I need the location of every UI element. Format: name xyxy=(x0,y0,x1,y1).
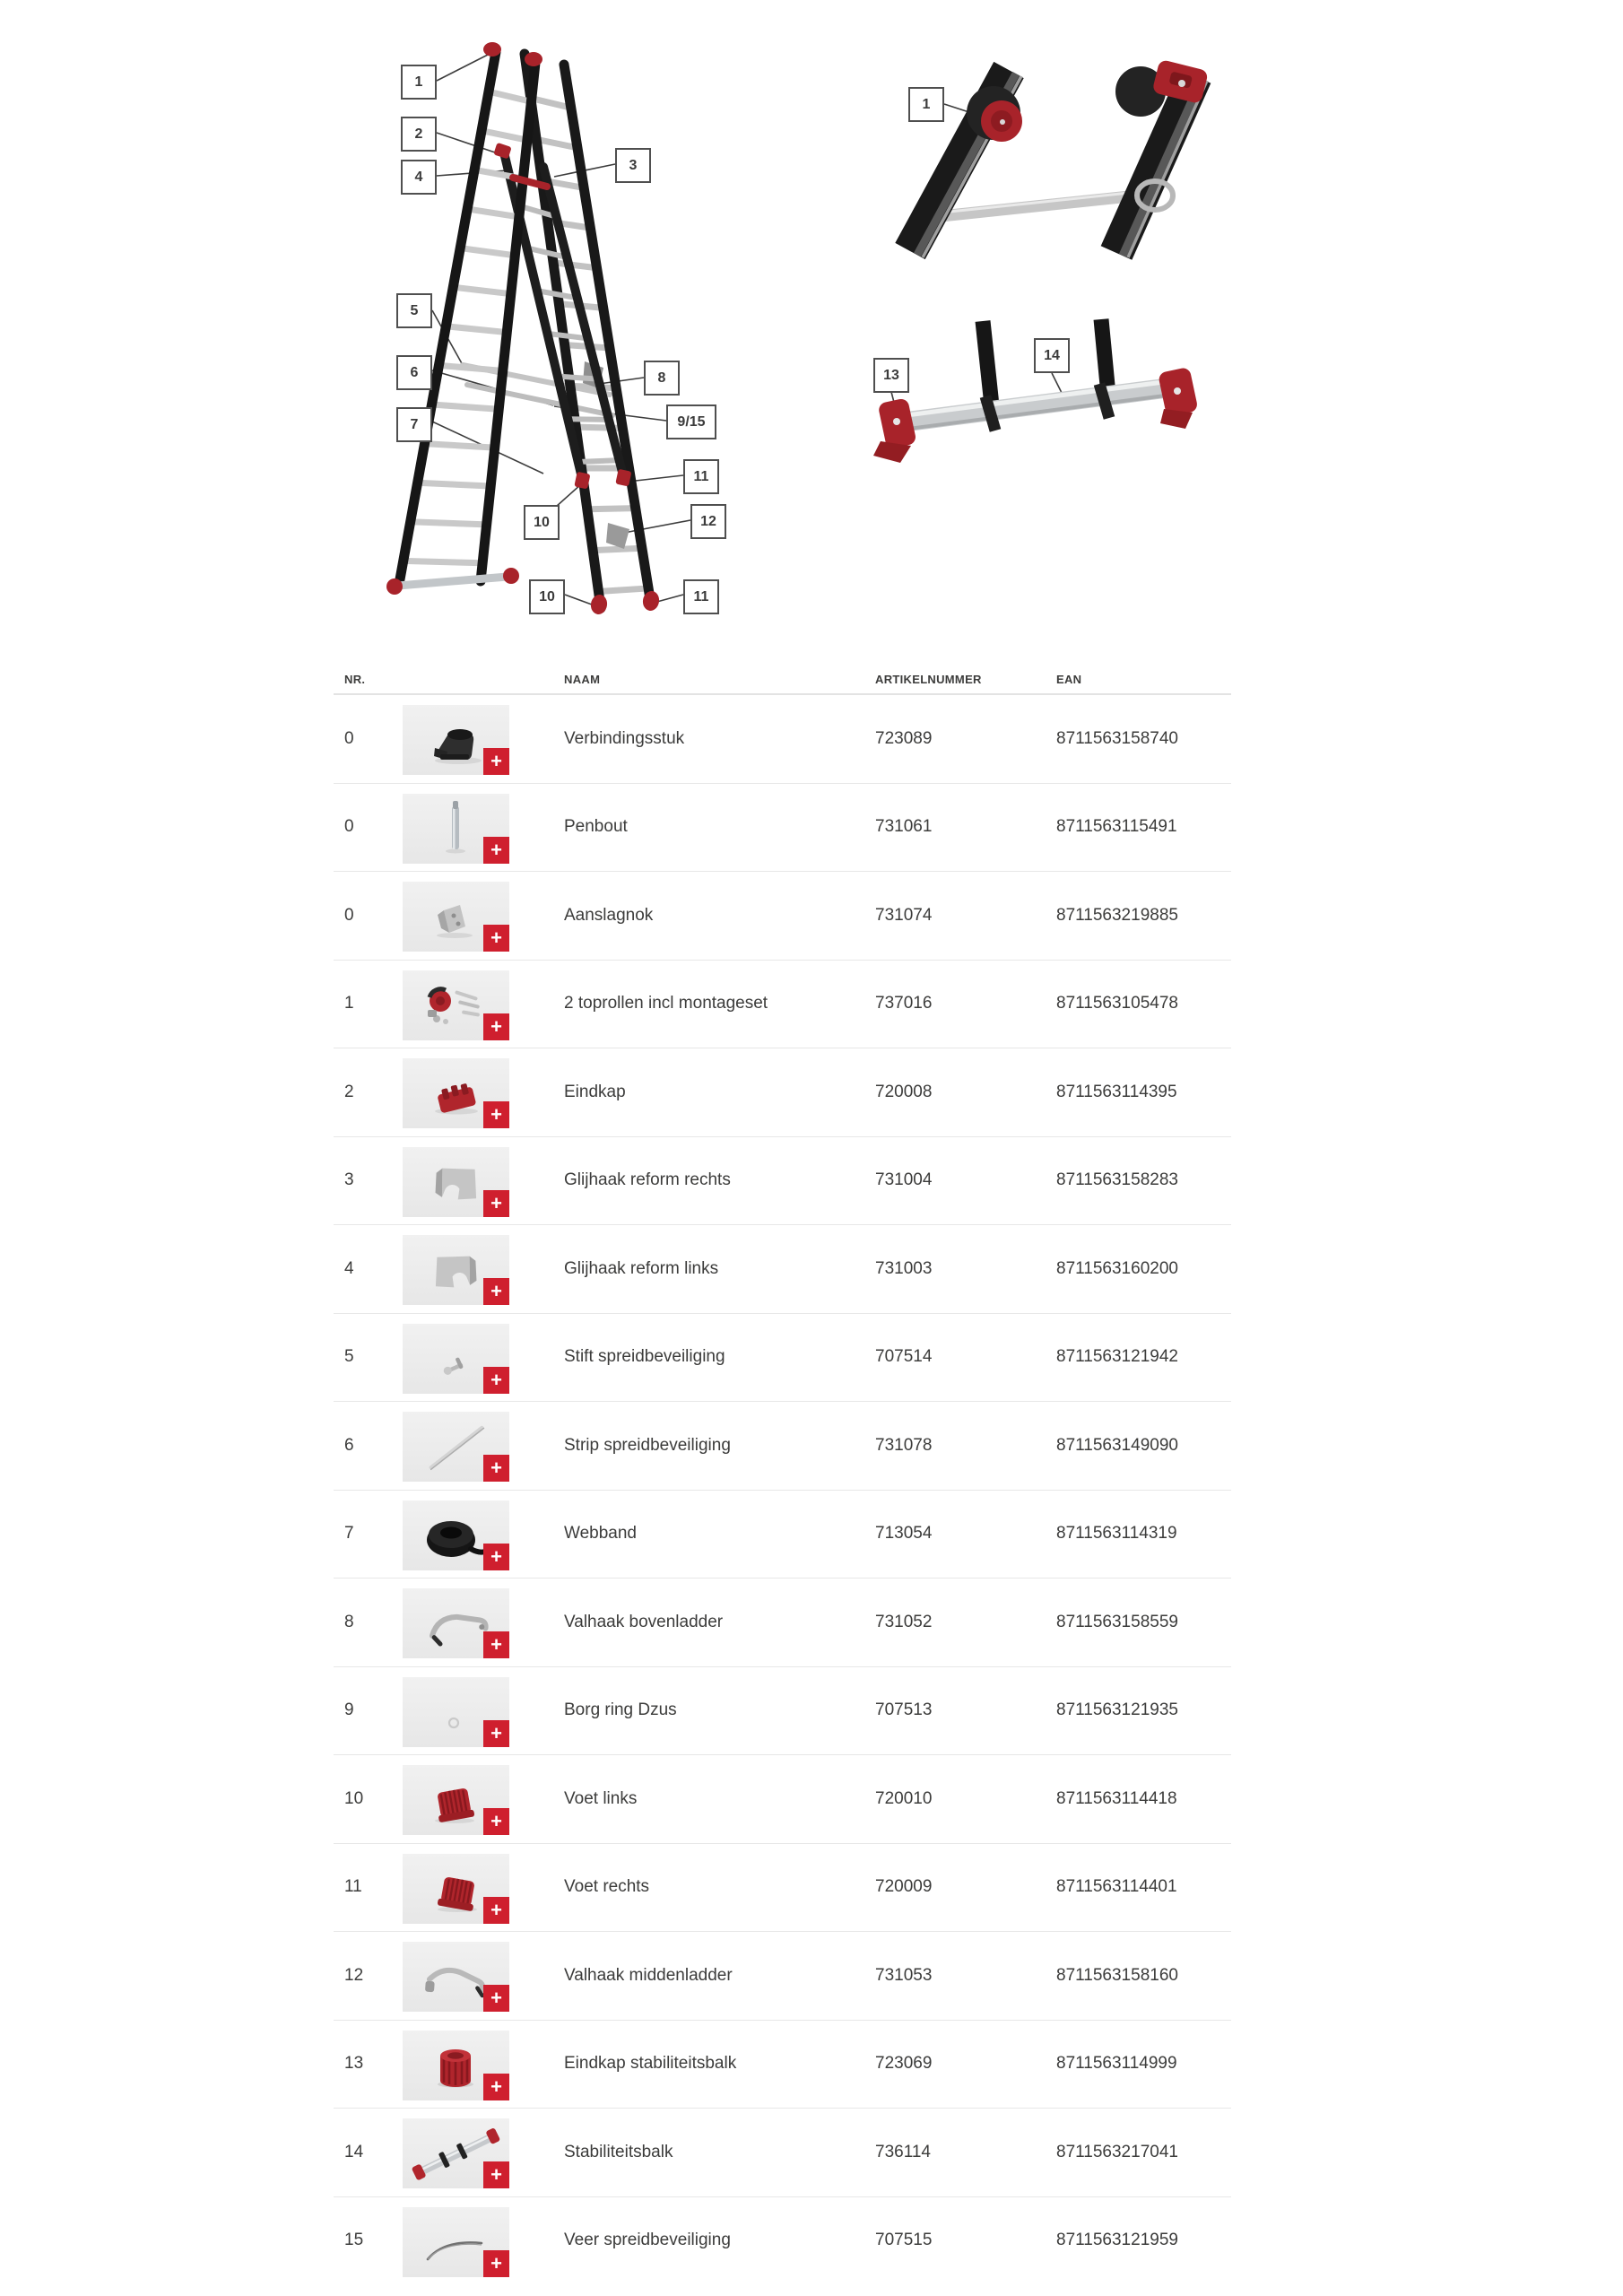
part-thumbnail xyxy=(403,1588,509,1658)
table-row xyxy=(334,1844,1231,1933)
part-name: Borg ring Dzus xyxy=(564,1700,677,1720)
part-ean: 8711563158160 xyxy=(1056,1965,1178,1985)
crossbar-cap-left xyxy=(386,578,403,595)
part-artikelnummer: 731078 xyxy=(875,1435,933,1455)
callout-8: 8 xyxy=(644,361,680,396)
part-nr: 15 xyxy=(344,2231,364,2250)
add-part-button[interactable]: + xyxy=(483,1544,509,1570)
part-thumbnail xyxy=(403,1058,509,1128)
part-thumbnail xyxy=(403,794,509,864)
part-nr: 9 xyxy=(344,1700,354,1720)
part-name: Valhaak middenladder xyxy=(564,1965,733,1985)
part-thumbnail xyxy=(403,2118,509,2188)
part-ean: 8711563158559 xyxy=(1056,1612,1178,1631)
add-part-button[interactable]: + xyxy=(483,925,509,952)
table-row xyxy=(334,1314,1231,1403)
part-ean: 8711563114999 xyxy=(1056,2054,1177,2074)
part-artikelnummer: 731004 xyxy=(875,1170,933,1190)
part-ean: 8711563115491 xyxy=(1056,817,1177,837)
part-nr: 1 xyxy=(344,994,354,1013)
part-ean: 8711563114401 xyxy=(1056,1877,1177,1897)
diagram-artwork xyxy=(0,0,1623,668)
callout-5: 5 xyxy=(396,293,432,328)
crossbar-cap-right xyxy=(503,568,519,584)
part-name: Eindkap stabiliteitsbalk xyxy=(564,2054,737,2074)
table-row xyxy=(334,1225,1231,1314)
part-thumbnail xyxy=(403,1677,509,1747)
part-nr: 13 xyxy=(344,2054,364,2074)
table-row xyxy=(334,872,1231,961)
part-ean: 8711563158283 xyxy=(1056,1170,1178,1190)
part-ean: 8711563121942 xyxy=(1056,1347,1178,1367)
add-part-button[interactable]: + xyxy=(483,2161,509,2188)
part-name: Penbout xyxy=(564,817,628,837)
column-header-naam: NAAM xyxy=(564,673,601,686)
table-row xyxy=(334,1048,1231,1137)
part-nr: 0 xyxy=(344,817,354,837)
part-thumbnail xyxy=(403,2031,509,2100)
part-ean: 8711563121935 xyxy=(1056,1700,1178,1720)
add-part-button[interactable]: + xyxy=(483,1101,509,1128)
part-ean: 8711563217041 xyxy=(1056,2142,1178,2161)
add-part-button[interactable]: + xyxy=(483,1013,509,1040)
part-name: 2 toprollen incl montageset xyxy=(564,994,768,1013)
add-part-button[interactable]: + xyxy=(483,1278,509,1305)
part-name: Glijhaak reform links xyxy=(564,1258,719,1278)
add-part-button[interactable]: + xyxy=(483,2250,509,2277)
part-thumbnail xyxy=(403,970,509,1040)
parts-table-body xyxy=(334,695,1231,2284)
callout-12: 12 xyxy=(690,504,726,539)
part-artikelnummer: 731061 xyxy=(875,817,933,837)
table-row xyxy=(334,2197,1231,2285)
part-artikelnummer: 720009 xyxy=(875,1877,933,1897)
part-nr: 7 xyxy=(344,1524,354,1544)
add-part-button[interactable]: + xyxy=(483,1720,509,1747)
part-thumbnail xyxy=(403,1235,509,1305)
part-ean: 8711563114319 xyxy=(1056,1524,1177,1544)
table-row xyxy=(334,1402,1231,1491)
add-part-button[interactable]: + xyxy=(483,837,509,864)
part-artikelnummer: 731003 xyxy=(875,1258,933,1278)
column-header-artikelnummer: ARTIKELNUMMER xyxy=(875,673,982,686)
part-artikelnummer: 723069 xyxy=(875,2054,933,2074)
voet-links-bottom xyxy=(589,594,609,616)
part-artikelnummer: 720010 xyxy=(875,1788,933,1808)
table-row xyxy=(334,2021,1231,2109)
bottom-crossbar xyxy=(398,577,508,586)
table-row xyxy=(334,784,1231,873)
part-ean: 8711563114418 xyxy=(1056,1788,1177,1808)
part-thumbnail xyxy=(403,705,509,775)
part-name: Webband xyxy=(564,1524,637,1544)
part-artikelnummer: 707513 xyxy=(875,1700,933,1720)
part-name: Aanslagnok xyxy=(564,905,654,925)
part-name: Eindkap xyxy=(564,1082,626,1101)
table-row xyxy=(334,1137,1231,1226)
part-name: Voet links xyxy=(564,1788,638,1808)
callout-10-bottom: 10 xyxy=(529,579,565,614)
part-artikelnummer: 720008 xyxy=(875,1082,933,1101)
parts-table-header xyxy=(334,671,1231,695)
part-artikelnummer: 707514 xyxy=(875,1347,933,1367)
part-nr: 4 xyxy=(344,1258,354,1278)
add-part-button[interactable]: + xyxy=(483,1455,509,1482)
part-nr: 3 xyxy=(344,1170,354,1190)
part-nr: 11 xyxy=(344,1877,362,1897)
part-nr: 5 xyxy=(344,1347,354,1367)
part-thumbnail xyxy=(403,1942,509,2012)
valhaak-middenladder-part xyxy=(606,523,629,549)
table-row xyxy=(334,695,1231,784)
callout-3: 3 xyxy=(615,148,651,183)
add-part-button[interactable]: + xyxy=(483,1190,509,1217)
toproller-apex-right xyxy=(525,52,542,66)
add-part-button[interactable]: + xyxy=(483,1631,509,1658)
callout-1: 1 xyxy=(401,65,437,100)
parts-table xyxy=(334,671,1231,2284)
add-part-button[interactable]: + xyxy=(483,748,509,775)
add-part-button[interactable]: + xyxy=(483,2074,509,2100)
table-row xyxy=(334,1932,1231,2021)
callout-9-15: 9/15 xyxy=(666,404,716,439)
part-name: Valhaak bovenladder xyxy=(564,1612,724,1631)
callout-2: 2 xyxy=(401,117,437,152)
part-ean: 8711563114395 xyxy=(1056,1082,1177,1101)
part-thumbnail xyxy=(403,1412,509,1482)
table-row xyxy=(334,1667,1231,1756)
part-ean: 8711563121959 xyxy=(1056,2231,1178,2250)
part-thumbnail xyxy=(403,1765,509,1835)
part-name: Stift spreidbeveiliging xyxy=(564,1347,725,1367)
callout-14: 14 xyxy=(1034,338,1070,373)
stabilizer-tube xyxy=(907,387,1178,422)
toprollen-detail-illustration xyxy=(910,59,1209,257)
part-nr: 6 xyxy=(344,1435,354,1455)
add-part-button[interactable]: + xyxy=(483,1897,509,1924)
column-header-nr: NR. xyxy=(344,673,366,686)
part-ean: 8711563219885 xyxy=(1056,905,1178,925)
toproller-apex-left xyxy=(483,42,501,57)
part-name: Strip spreidbeveiliging xyxy=(564,1435,731,1455)
part-artikelnummer: 713054 xyxy=(875,1524,933,1544)
part-artikelnummer: 737016 xyxy=(875,994,933,1013)
part-thumbnail xyxy=(403,1854,509,1924)
part-nr: 2 xyxy=(344,1082,354,1101)
part-artikelnummer: 731052 xyxy=(875,1612,933,1631)
part-ean: 8711563105478 xyxy=(1056,994,1178,1013)
part-nr: 0 xyxy=(344,905,354,925)
part-name: Glijhaak reform rechts xyxy=(564,1170,731,1190)
part-nr: 12 xyxy=(344,1965,364,1985)
part-artikelnummer: 723089 xyxy=(875,728,933,748)
callout-11-bottom: 11 xyxy=(683,579,719,614)
callout-1-detail: 1 xyxy=(908,87,944,122)
part-ean: 8711563158740 xyxy=(1056,728,1178,748)
add-part-button[interactable]: + xyxy=(483,1367,509,1394)
table-row xyxy=(334,2109,1231,2197)
part-nr: 0 xyxy=(344,728,354,748)
part-artikelnummer: 731053 xyxy=(875,1965,933,1985)
table-row xyxy=(334,1578,1231,1667)
add-part-button[interactable]: + xyxy=(483,1985,509,2012)
callout-6: 6 xyxy=(396,355,432,390)
part-thumbnail xyxy=(403,882,509,952)
part-artikelnummer: 731074 xyxy=(875,905,933,925)
part-artikelnummer: 736114 xyxy=(875,2142,931,2161)
parts-diagram xyxy=(0,0,1623,668)
add-part-button[interactable]: + xyxy=(483,1808,509,1835)
table-row xyxy=(334,1491,1231,1579)
part-ean: 8711563149090 xyxy=(1056,1435,1178,1455)
part-nr: 8 xyxy=(344,1612,354,1631)
callout-4: 4 xyxy=(401,160,437,195)
callout-7: 7 xyxy=(396,407,432,442)
part-name: Veer spreidbeveiliging xyxy=(564,2231,731,2250)
callout-13: 13 xyxy=(873,358,909,393)
part-nr: 10 xyxy=(344,1788,364,1808)
part-ean: 8711563160200 xyxy=(1056,1258,1178,1278)
table-row xyxy=(334,961,1231,1049)
callout-10-mid: 10 xyxy=(524,505,560,540)
part-thumbnail xyxy=(403,1324,509,1394)
part-name: Stabiliteitsbalk xyxy=(564,2142,673,2161)
table-row xyxy=(334,1755,1231,1844)
part-thumbnail xyxy=(403,1500,509,1570)
part-thumbnail xyxy=(403,1147,509,1217)
part-nr: 14 xyxy=(344,2142,364,2161)
part-name: Verbindingsstuk xyxy=(564,728,685,748)
column-header-ean: EAN xyxy=(1056,673,1082,686)
part-artikelnummer: 707515 xyxy=(875,2231,933,2250)
part-name: Voet rechts xyxy=(564,1877,650,1897)
callout-11-mid: 11 xyxy=(683,459,719,494)
part-thumbnail xyxy=(403,2207,509,2277)
